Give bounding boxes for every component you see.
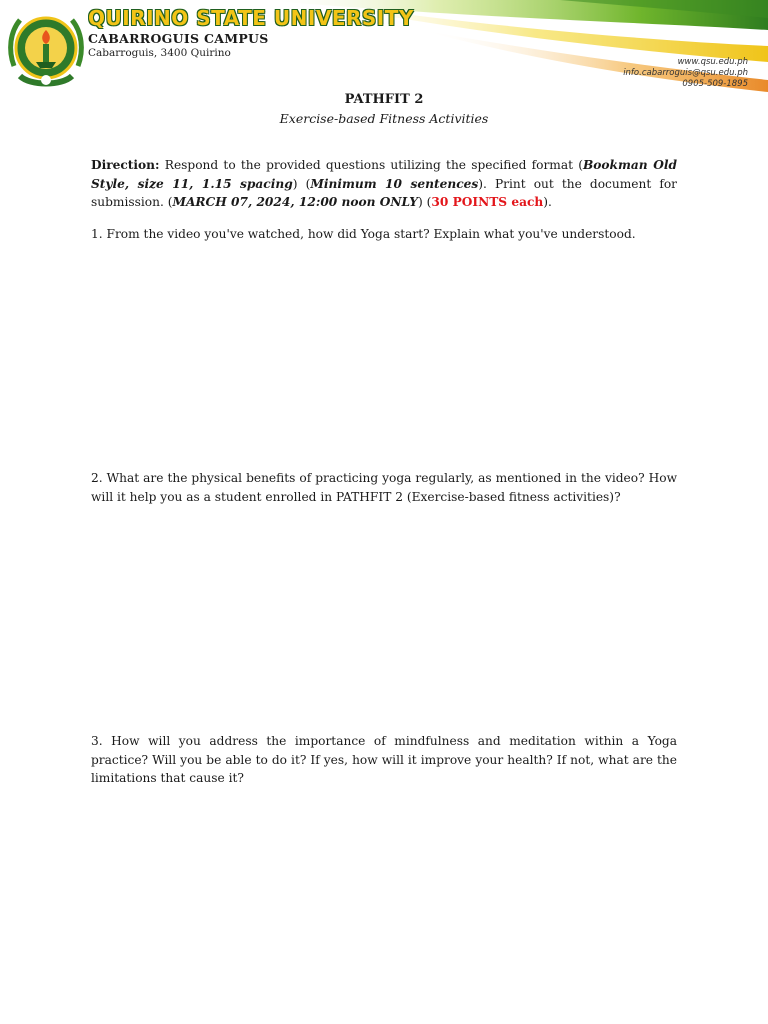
direction-text-1: Respond to the provided questions utilizing the specified format ( xyxy=(159,158,583,172)
format-spec: Bookman Old Style, size 11, 1.15 spacing xyxy=(91,158,677,191)
campus-address: Cabarroguis, 3400 Quirino xyxy=(88,47,231,59)
document-subtitle: Exercise-based Fitness Activities xyxy=(279,111,489,126)
direction-label: Direction: xyxy=(91,158,160,172)
minimum-sentences: Minimum 10 sentences xyxy=(310,176,479,191)
points-badge: 30 POINTS each xyxy=(431,195,544,209)
phone-number: 0905-509-1895 xyxy=(682,79,748,89)
university-seal-icon xyxy=(6,6,86,90)
direction-text-2: ) ( xyxy=(292,176,311,191)
campus-name: CABARROGUIS CAMPUS xyxy=(88,31,269,46)
document-title: PATHFIT 2 xyxy=(344,92,424,107)
university-name: QUIRINO STATE UNIVERSITY xyxy=(88,6,414,30)
question-3: 3. How will you address the importance of mindfulness and meditation within a Yoga practice? Will you be able to do it? If yes, how will it improve your health? If not, what are the limitations that cause it? xyxy=(91,734,677,785)
question-2: 2. What are the physical benefits of practicing yoga regularly, as mentioned in the video? How will it help you as a student enrolled in PATHFIT 2 (Exercise-based fitness activities)? xyxy=(91,471,677,504)
contact-info xyxy=(623,57,748,90)
question-1: 1. From the video you've watched, how did Yoga start? Explain what you've understood. xyxy=(91,227,636,241)
direction-text-4: ) ( xyxy=(418,195,432,209)
direction-text-3: ). Print out the document for submission. ( xyxy=(91,176,678,209)
letterhead xyxy=(0,0,768,100)
deadline: MARCH 07, 2024, 12:00 noon ONLY xyxy=(172,195,418,209)
direction-text-5: ). xyxy=(543,195,552,209)
direction-paragraph xyxy=(91,156,677,212)
email-link[interactable]: info.cabarroguis@qsu.edu.ph xyxy=(623,68,748,78)
website-link[interactable]: www.qsu.edu.ph xyxy=(677,57,748,67)
